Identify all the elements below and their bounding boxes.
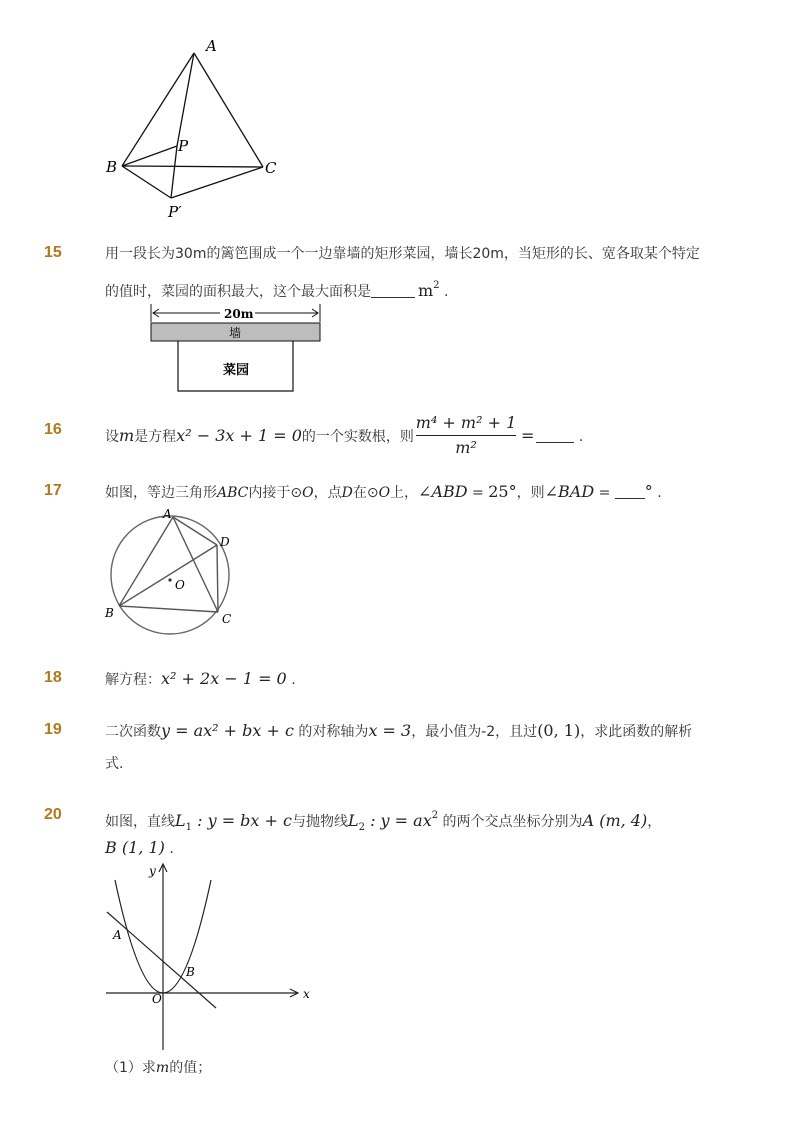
q18-line: [105, 669, 296, 690]
q15-text1: 用一段长为30m的篱笆围成一个一边靠墙的矩形菜园，墙长20m，当矩形的长、宽各取某个特定: [105, 246, 700, 262]
point-label-b: B: [186, 965, 195, 979]
q20-eq2: : y = ax: [364, 811, 432, 830]
q17-deg: °: [644, 482, 653, 501]
circle-label-d: D: [220, 535, 230, 549]
q17-t4: 在⊙: [352, 485, 379, 501]
wall-label: 墙: [229, 326, 242, 340]
origin-label: O: [152, 992, 162, 1006]
answer-blank[interactable]: [536, 428, 574, 443]
q15-unit: m: [418, 281, 434, 300]
q17-d: D: [341, 485, 353, 501]
q20-sub1-pre: （1）求: [105, 1060, 156, 1076]
q16-var-m: m: [119, 426, 135, 445]
q16-denominator: m²: [455, 438, 477, 457]
circle-label-b: B: [105, 606, 114, 620]
q15-text2: 的值时，菜园的面积最大，这个最大面积是: [105, 284, 371, 300]
q20-l2: L: [347, 811, 359, 830]
point-label-a: A: [113, 928, 122, 942]
q20-t3: 的两个交点坐标分别为: [438, 814, 583, 830]
q16-numerator: m⁴ + m² + 1: [415, 413, 517, 432]
q18-equation: x² + 2x − 1 = 0: [161, 669, 287, 688]
q17-o2: O: [378, 485, 391, 501]
question-number-16: 16: [44, 421, 62, 438]
parabola-figure: [100, 860, 320, 1055]
q20-l2-sub: 2: [358, 822, 365, 833]
q20-t2: 与抛物线: [291, 814, 348, 830]
q20-line2: [105, 838, 174, 859]
question-number-18: 18: [44, 669, 62, 686]
q16-tail: [521, 426, 583, 447]
q19-point: (0, 1): [537, 721, 581, 740]
q17-angle2: ∠BAD: [544, 482, 595, 501]
q16-end: .: [578, 429, 584, 445]
wall-length-label: 20m: [224, 307, 254, 321]
q17-abc: ABC: [217, 485, 249, 501]
q18-pre: 解方程：: [105, 672, 161, 688]
q16-post: 的一个实数根，则: [301, 429, 414, 445]
question-number-15: 15: [44, 244, 62, 261]
q20-eq1: : y = bx + c: [192, 811, 292, 830]
q19-line2: 式.: [105, 756, 124, 772]
q20-sub1-end: 的值；: [169, 1060, 212, 1076]
axis-label-y: y: [149, 864, 156, 878]
q19-t3: ，最小值为-2，且过: [411, 724, 538, 740]
q15-end: .: [444, 284, 449, 300]
question-number-17: 17: [44, 482, 62, 499]
q16-equals: =: [521, 426, 535, 445]
q17-t7: ，则: [516, 485, 545, 501]
q20-point-a: A (m, 4): [582, 811, 648, 830]
q17-t3: ，点: [313, 485, 342, 501]
q20-eq2-exp: 2: [431, 810, 439, 821]
circle-label-o: O: [175, 578, 185, 592]
q15-unit-exp: 2: [433, 280, 440, 291]
q16-pre: 设: [105, 429, 119, 445]
q16-line: [105, 426, 414, 447]
q20-end: .: [169, 841, 174, 857]
q15-line1: [105, 244, 700, 264]
triangle-figure: [100, 35, 300, 225]
q17-t1: 如图，等边三角形: [105, 485, 217, 501]
q15-line2: [105, 276, 448, 302]
q20-l1: L: [175, 811, 186, 830]
q17-angle1: ∠ABD: [418, 482, 468, 501]
fraction-bar: [416, 435, 516, 436]
axis-label-x: x: [303, 987, 310, 1001]
question-number-19: 19: [44, 721, 62, 738]
q20-point-b: B (1, 1): [105, 838, 165, 857]
q19-axis: x = 3: [368, 721, 412, 740]
q20-line1: [105, 806, 661, 838]
q20-l1-sub: 1: [185, 822, 192, 833]
q17-t8: =: [594, 485, 615, 501]
question-number-20: 20: [44, 806, 62, 823]
q17-t5: 上，: [390, 485, 419, 501]
q19-function: y = ax² + bx + c: [161, 721, 294, 740]
q19-t4: ，求此函数的解析: [580, 724, 693, 740]
q19-t2: 的对称轴为: [293, 724, 369, 740]
garden-label: 菜园: [223, 363, 250, 378]
q17-end: .: [657, 485, 662, 501]
answer-blank[interactable]: [615, 484, 645, 499]
q17-t2: 内接于⊙: [248, 485, 303, 501]
q18-end: .: [291, 672, 296, 688]
garden-figure: [145, 300, 330, 400]
answer-blank[interactable]: [371, 283, 415, 298]
q20-t4: ，: [647, 814, 662, 830]
circle-label-c: C: [222, 612, 232, 626]
q19-t1: 二次函数: [105, 724, 161, 740]
q20-sub1-m: m: [155, 1060, 170, 1076]
q20-t1: 如图，直线: [105, 814, 175, 830]
q17-line: [105, 482, 662, 503]
circle-label-a: A: [163, 507, 172, 521]
label-b: B: [106, 158, 118, 176]
label-a: A: [206, 37, 217, 55]
q19-line1: [105, 721, 692, 742]
q20-sub1: [105, 1058, 211, 1078]
q16-mid: 是方程: [134, 429, 177, 445]
q17-val: 25°: [488, 482, 517, 501]
circle-figure: [100, 503, 250, 643]
q16-fraction: [414, 414, 518, 457]
q17-o1: O: [302, 485, 314, 501]
label-p: P: [178, 137, 189, 155]
q17-t6: =: [467, 485, 489, 501]
q16-equation: x² − 3x + 1 = 0: [176, 426, 302, 445]
label-c: C: [265, 159, 277, 177]
label-p-prime: P′: [168, 203, 182, 221]
